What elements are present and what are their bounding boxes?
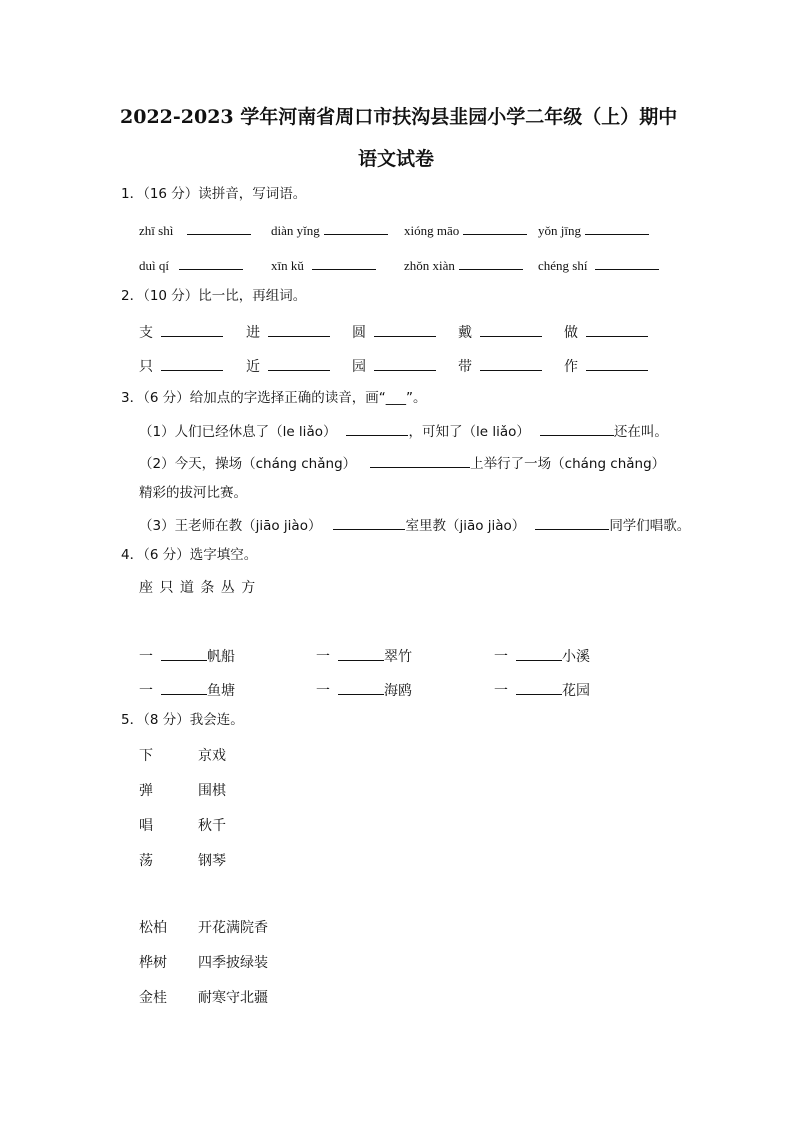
answer-blank[interactable] — [374, 358, 436, 371]
answer-blank[interactable] — [586, 358, 648, 371]
answer-blank[interactable] — [516, 648, 562, 661]
page-title: 2022-2023 学年河南省周口市扶沟县韭园小学二年级（上）期中 — [120, 106, 678, 128]
q2-char: 带 — [458, 358, 542, 374]
q4-item: 一 鱼塘 — [139, 683, 235, 699]
q5-left-item[interactable]: 唱 — [139, 818, 153, 834]
answer-blank[interactable] — [370, 455, 470, 468]
q1-pinyin-1: zhī shì — [139, 222, 251, 237]
q1-pinyin-3: xióng māo — [404, 222, 527, 237]
q4-item: 一 翠竹 — [316, 649, 412, 665]
answer-blank[interactable] — [324, 222, 388, 235]
q3-line2: （2）今天，操场（cháng chǎng） 上举行了一场（cháng chǎng） — [139, 456, 666, 472]
answer-blank[interactable] — [312, 257, 376, 270]
q4-item: 一 花园 — [494, 683, 590, 699]
answer-blank[interactable] — [540, 423, 614, 436]
q5-left-item[interactable]: 松柏 — [139, 920, 167, 936]
q5-left-item[interactable]: 桦树 — [139, 955, 167, 971]
answer-blank[interactable] — [480, 324, 542, 337]
q2-char: 支 — [139, 324, 223, 340]
q5-right-item[interactable]: 开花满院香 — [198, 920, 268, 936]
answer-blank[interactable] — [463, 222, 527, 235]
answer-blank[interactable] — [333, 517, 405, 530]
answer-blank[interactable] — [161, 648, 207, 661]
answer-blank[interactable] — [161, 324, 223, 337]
answer-blank[interactable] — [268, 324, 330, 337]
q3-line1: （1）人们已经休息了（le liǎo） ，可知了（le liǎo） 还在叫。 — [139, 424, 668, 440]
q5-right-item[interactable]: 秋千 — [198, 818, 226, 834]
q5-right-item[interactable]: 京戏 — [198, 748, 226, 764]
q1-pinyin-4: yǒn jīng — [538, 222, 649, 237]
q3-line2-cont: 精彩的拔河比赛。 — [139, 485, 247, 501]
answer-blank[interactable] — [346, 423, 408, 436]
answer-blank[interactable] — [338, 648, 384, 661]
q1-pinyin-6: xīn kǔ — [271, 257, 376, 272]
q5-left-item[interactable]: 荡 — [139, 853, 153, 869]
q1-pinyin-5: duì qí — [139, 257, 243, 272]
answer-blank[interactable] — [161, 358, 223, 371]
q5-heading: 5．（8 分）我会连。 — [121, 712, 244, 728]
answer-blank[interactable] — [516, 682, 562, 695]
q5-left-item[interactable]: 下 — [139, 748, 153, 764]
q4-heading: 4．（6 分）选字填空。 — [121, 547, 258, 563]
q2-char: 戴 — [458, 324, 542, 340]
q4-item: 一 帆船 — [139, 649, 235, 665]
q2-char: 进 — [246, 324, 330, 340]
q5-right-item[interactable]: 钢琴 — [198, 853, 226, 869]
answer-blank[interactable] — [161, 682, 207, 695]
answer-blank[interactable] — [459, 257, 523, 270]
q2-char: 园 — [352, 358, 436, 374]
q1-pinyin-8: chéng shí — [538, 257, 659, 272]
answer-blank[interactable] — [595, 257, 659, 270]
q2-char: 近 — [246, 358, 330, 374]
q2-char: 圆 — [352, 324, 436, 340]
q2-char: 只 — [139, 358, 223, 374]
q3-line3: （3）王老师在教（jiāo jiào） 室里教（jiāo jiào） 同学们唱歌。 — [139, 518, 691, 534]
q5-right-item[interactable]: 四季披绿装 — [198, 955, 268, 971]
q1-heading: 1．（16 分）读拼音，写词语。 — [121, 186, 307, 202]
q5-right-item[interactable]: 耐寒守北疆 — [198, 990, 268, 1006]
answer-blank[interactable] — [268, 358, 330, 371]
q1-pinyin-7: zhǒn xiàn — [404, 257, 523, 272]
answer-blank[interactable] — [179, 257, 243, 270]
answer-blank[interactable] — [338, 682, 384, 695]
q4-item: 一 海鸥 — [316, 683, 412, 699]
answer-blank[interactable] — [535, 517, 609, 530]
q2-char: 作 — [564, 358, 648, 374]
q1-pinyin-2: diàn yǐng — [271, 222, 388, 237]
q5-right-item[interactable]: 围棋 — [198, 783, 226, 799]
answer-blank[interactable] — [586, 324, 648, 337]
q4-item: 一 小溪 — [494, 649, 590, 665]
answer-blank[interactable] — [374, 324, 436, 337]
answer-blank[interactable] — [480, 358, 542, 371]
q5-left-item[interactable]: 金桂 — [139, 990, 167, 1006]
q3-heading: 3．（6 分）给加点的字选择正确的读音，画“___”。 — [121, 390, 427, 406]
q4-char-choices: 座 只 道 条 丛 方 — [139, 580, 257, 596]
q5-left-item[interactable]: 弹 — [139, 783, 153, 799]
q2-char: 做 — [564, 324, 648, 340]
q2-heading: 2．（10 分）比一比，再组词。 — [121, 288, 307, 304]
answer-blank[interactable] — [585, 222, 649, 235]
answer-blank[interactable] — [187, 222, 251, 235]
page-title-line2: 语文试卷 — [358, 148, 435, 170]
